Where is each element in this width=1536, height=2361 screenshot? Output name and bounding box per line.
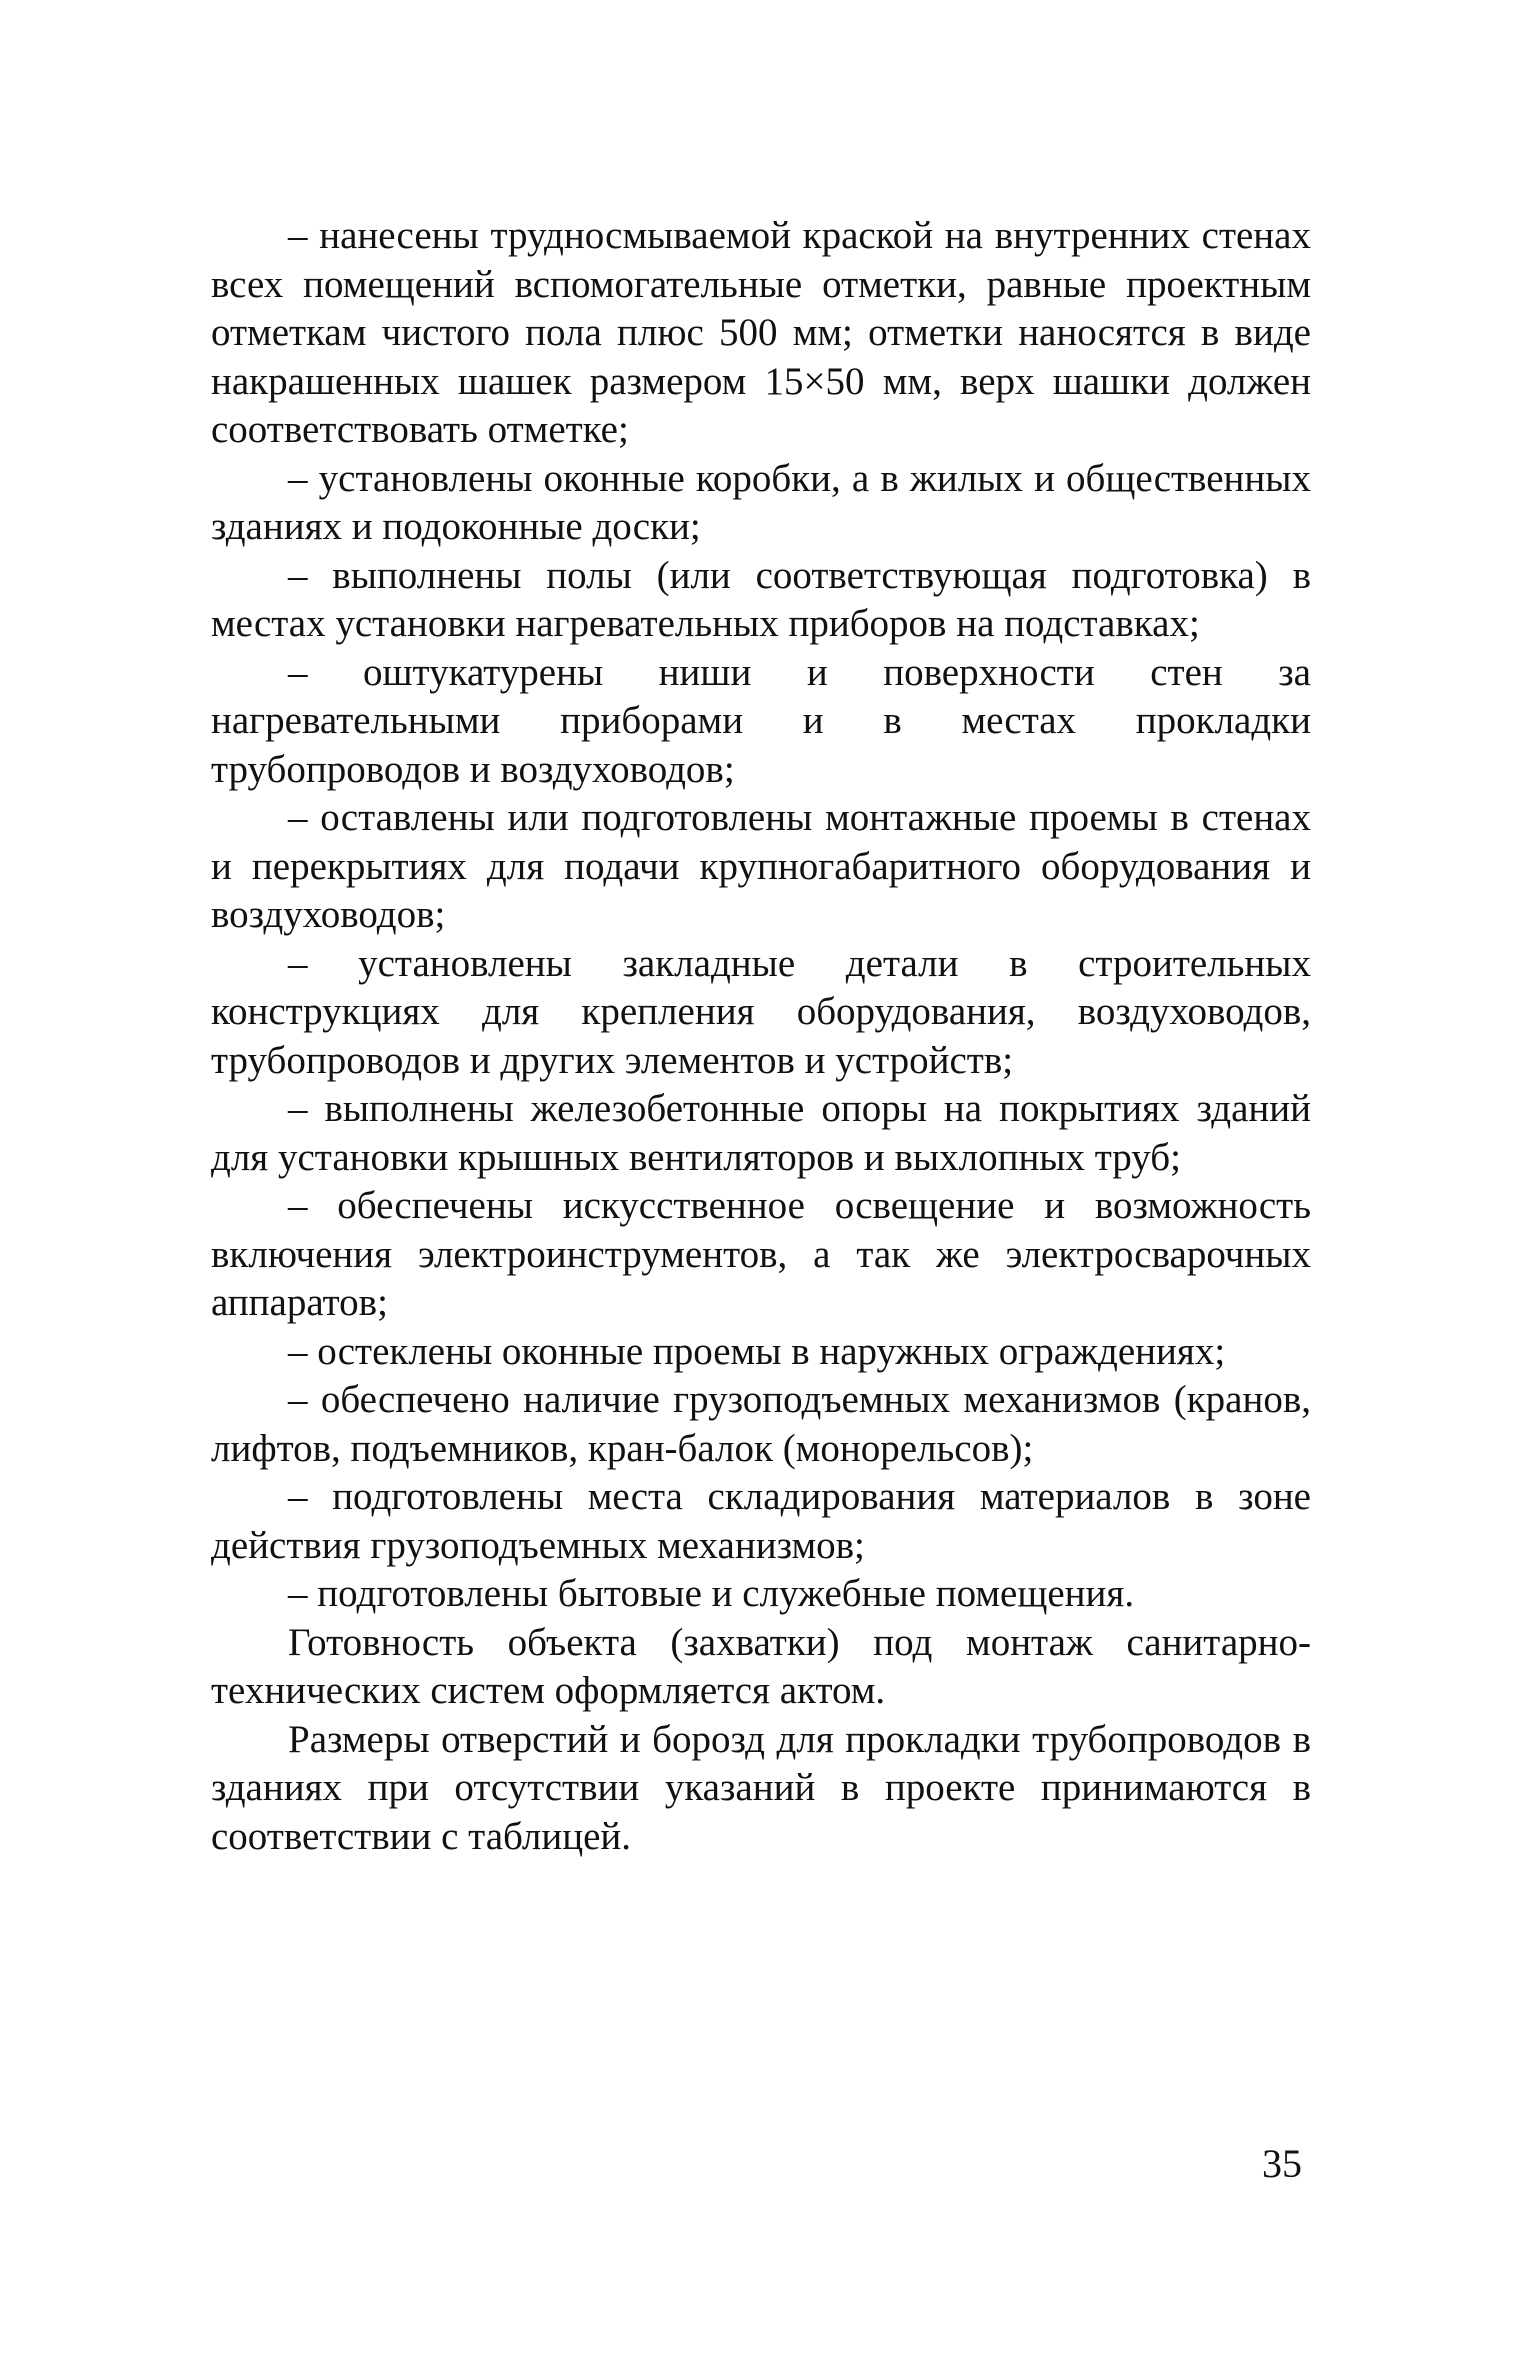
paragraph: – подготовлены бытовые и служебные помещения.: [288, 1572, 1135, 1615]
paragraph: – остеклены оконные проемы в наружных ограждениях;: [288, 1329, 1226, 1373]
paragraph: – оштукатурены ниши и поверхности стен за нагревательными приборами и в местах прокладки трубопроводов и воздуховодов;: [211, 650, 1311, 791]
paragraph: – выполнены полы (или соответствующая подготовка) в местах установки нагревательных приборов на подставках;: [211, 553, 1311, 645]
paragraph: – оставлены или подготовлены монтажные проемы в стенах и перекрытиях для подачи крупногабаритного оборудования и воздуховодов;: [211, 796, 1311, 936]
paragraph: Размеры отверстий и борозд для прокладки трубопроводов в зданиях при отсутствии указаний в проекте принимаются в соответствии с таблицей.: [211, 1717, 1311, 1858]
paragraph: – выполнены железобетонные опоры на покрытиях зданий для установки крышных вентиляторов и выхлопных труб;: [211, 1087, 1311, 1179]
paragraph: – обеспечены искусственное освещение и возможность включения электроинструментов, а так же электросварочных аппаратов;: [211, 1184, 1311, 1324]
paragraph: – обеспечено наличие грузоподъемных механизмов (кранов, лифтов, подъемников, кран-балок (монорельсов);: [211, 1378, 1311, 1470]
paragraph: – подготовлены места складирования материалов в зоне действия грузоподъемных механизмов;: [211, 1475, 1311, 1567]
paragraph: – установлены оконные коробки, а в жилых и общественных зданиях и подоконные доски;: [211, 456, 1311, 548]
page-number: 35: [1262, 2141, 1302, 2186]
paragraph: – нанесены трудносмываемой краской на внутренних стенах всех помещений вспомогательные отметки, равные проектным отметкам чистого пола плюс 500 мм; отметки наносятся в виде накрашенных шашек размером 15×50 мм, верх шашки должен соответствовать отметке;: [211, 214, 1311, 451]
body-text: [211, 212, 1311, 1861]
paragraph: – установлены закладные детали в строительных конструкциях для крепления оборудования, воздуховодов, трубопроводов и других элементов и устройств;: [211, 941, 1311, 1082]
paragraph: Готовность объекта (захватки) под монтаж санитарно-технических систем оформляется актом.: [211, 1620, 1311, 1712]
